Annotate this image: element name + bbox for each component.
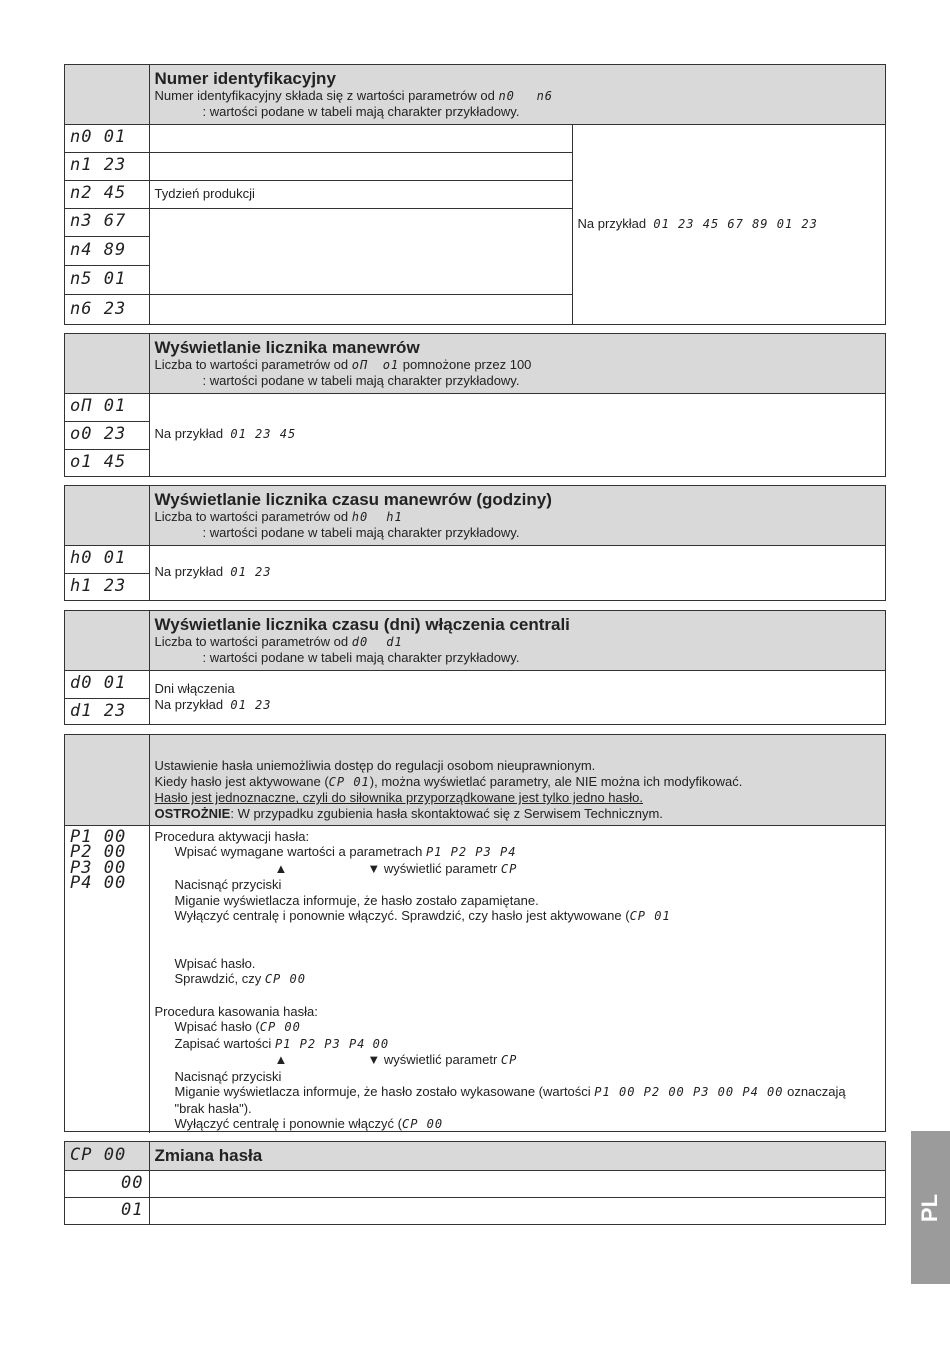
header-cell [149, 334, 885, 393]
param-code: o1 45 [65, 449, 149, 476]
password-procedures: Procedura aktywacji hasła: Wpisać wymagane wartości a parametrach P1 P2 P3 P4 ▲ ▼ wyświetlić parametr CP Nacisnąć przyciski Miganie wyświetlacza informuje, że hasło zostało zapamiętane. Wyłączyć centralę i ponownie włączyć. Sprawdzić, czy hasło jest aktywowane (CP 01 Wpisać hasło. Sprawdzić, czy CP 00 Procedura kasowania hasła: Wpisać hasło (CP 00 Zapisać wartości P1 P2 P3 P4 00 ▲ ▼ wyświetlić parametr CP Nacisnąć przyciski Miganie wyświetlacza informuje, że hasło zostało wykasowane (wartości P1 00 P2 00 P3 00 P4 00 oznaczają "brak hasła"). Wyłączyć centralę i ponownie włączyć (CP 00 [149, 825, 885, 1133]
section-identification-number [64, 64, 886, 325]
param-code: o0 23 [65, 421, 149, 449]
param-desc [149, 124, 572, 152]
section-password [64, 734, 886, 1132]
up-arrow-icon: ▲ [274, 860, 288, 876]
param-desc: Tydzień produkcji [149, 180, 572, 208]
param-code: n5 01 [65, 265, 149, 294]
param-desc [149, 208, 572, 294]
section-subtitle: Liczba to wartości parametrów od d0 d1 [154, 633, 403, 649]
language-tab [911, 1131, 950, 1284]
section-note: : wartości podane w tabeli mają charakter przykładowy. [202, 525, 520, 541]
param-code: n4 89 [65, 236, 149, 265]
param-desc [149, 1170, 885, 1197]
header-code-cell [65, 486, 149, 545]
example-cell: Na przykład 01 23 45 67 89 01 23 [572, 124, 885, 324]
section-title: Wyświetlanie licznika manewrów [154, 337, 420, 357]
header-cell [149, 65, 885, 124]
header-cell [149, 1142, 885, 1170]
section-note: : wartości podane w tabeli mają charakter przykładowy. [202, 373, 520, 389]
password-codes: P1 00 P2 00 P3 00 P4 00 [65, 825, 149, 1133]
header-code-cell [65, 65, 149, 124]
header-code-cell [65, 735, 149, 825]
param-code: n1 23 [65, 152, 149, 180]
param-code: 00 [65, 1170, 149, 1197]
header-cell [149, 611, 885, 670]
down-arrow-icon: ▼ [367, 1052, 381, 1067]
example-cell: Dni włączenia Na przykład 01 23 [149, 670, 885, 724]
deletion-title: Procedura kasowania hasła: [154, 1003, 318, 1019]
section-power-on-days-counter [64, 610, 886, 725]
header-code-cell: CP 00 [65, 1142, 149, 1170]
intro-line: Hasło jest jednoznaczne, czyli do siłownika przyporządkowane jest tylko jedno hasło. [154, 790, 643, 806]
section-maneuver-counter [64, 333, 886, 477]
example-cell: Na przykład 01 23 45 [149, 393, 885, 476]
warning-line: OSTROŻNIE: W przypadku zgubienia hasła skontaktować się z Serwisem Technicznym. [154, 805, 663, 821]
section-title: Wyświetlanie licznika czasu manewrów (godziny) [154, 489, 552, 509]
header-cell [149, 735, 885, 825]
header-code-cell [65, 611, 149, 670]
section-note: : wartości podane w tabeli mają charakter przykładowy. [202, 104, 520, 120]
header-cell [149, 486, 885, 545]
activation-title: Procedura aktywacji hasła: [154, 828, 310, 844]
param-code: n6 23 [65, 294, 149, 324]
param-code: 01 [65, 1197, 149, 1224]
param-code: d0 01 [65, 670, 149, 698]
section-subtitle: Liczba to wartości parametrów od oП o1 pomnożone przez 100 [154, 356, 532, 372]
section-maneuver-time-counter [64, 485, 886, 601]
param-desc [149, 152, 572, 180]
intro-line: Ustawienie hasła uniemożliwia dostęp do regulacji osobom nieuprawnionym. [154, 758, 596, 774]
param-code: n3 67 [65, 208, 149, 236]
intro-line: Kiedy hasło jest aktywowane (CP 01), można wyświetlać parametry, ale NIE można ich modyfikować. [154, 773, 743, 789]
section-title: Wyświetlanie licznika czasu (dni) włączenia centrali [154, 614, 570, 634]
param-code: h1 23 [65, 573, 149, 600]
section-note: : wartości podane w tabeli mają charakter przykładowy. [202, 650, 520, 666]
section-subtitle: Numer identyfikacyjny składa się z wartości parametrów od n0 n6 [154, 87, 554, 103]
param-code: n0 01 [65, 124, 149, 152]
language-label: PL [917, 1193, 943, 1222]
param-code: oП 01 [65, 393, 149, 421]
param-code: n2 45 [65, 180, 149, 208]
section-title: Zmiana hasła [154, 1146, 263, 1166]
section-password-change [64, 1141, 886, 1225]
param-desc [149, 294, 572, 324]
up-arrow-icon: ▲ [274, 1052, 288, 1067]
param-code: h0 01 [65, 545, 149, 573]
section-subtitle: Liczba to wartości parametrów od h0 h1 [154, 508, 403, 524]
example-cell: Na przykład 01 23 [149, 545, 885, 600]
down-arrow-icon: ▼ [367, 860, 381, 876]
param-desc [149, 1197, 885, 1224]
param-code: d1 23 [65, 698, 149, 724]
header-code-cell [65, 334, 149, 393]
section-title: Numer identyfikacyjny [154, 68, 336, 88]
